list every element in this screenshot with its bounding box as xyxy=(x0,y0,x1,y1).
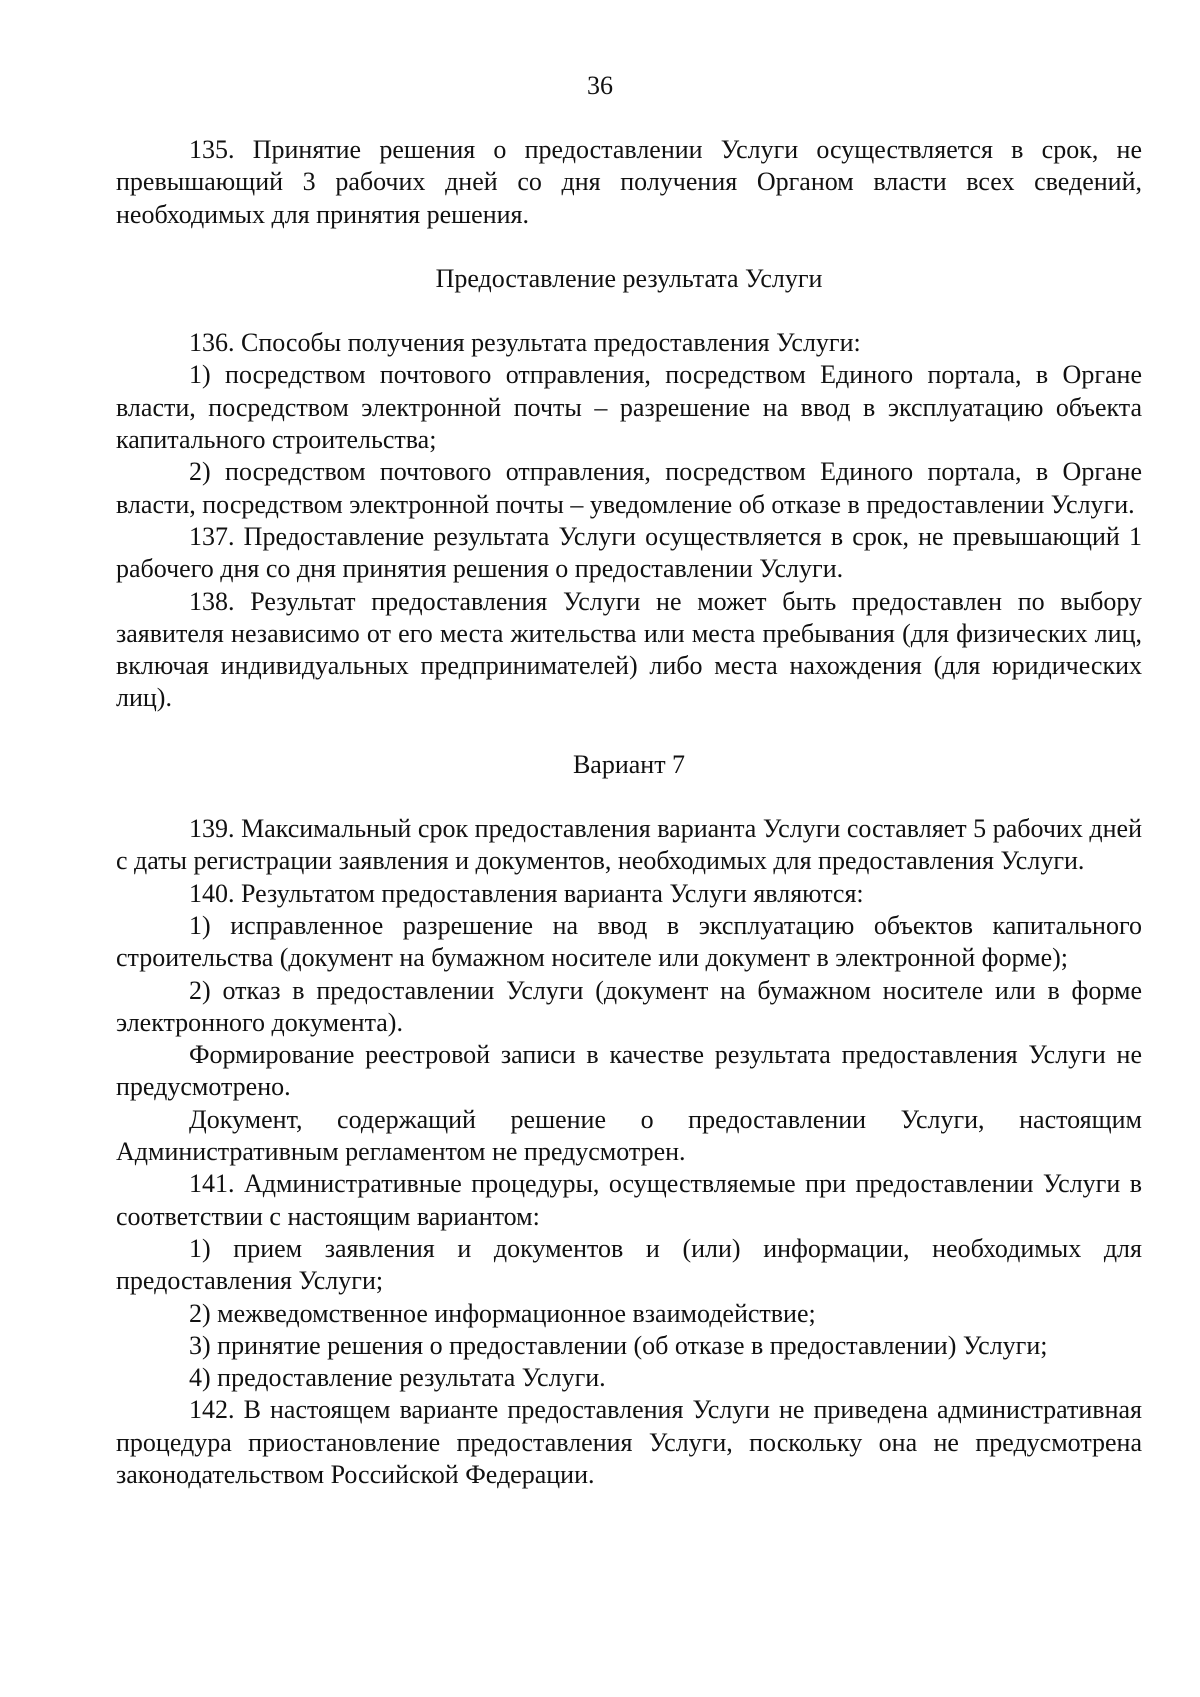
paragraph-136-item-1: 1) посредством почтового отправления, посредством Единого портала, в Органе власти, посредством электронной почты – разрешение на ввод в эксплуатацию объекта капитального строительства; xyxy=(116,360,1142,455)
section-heading-variant-7: Вариант 7 xyxy=(572,749,686,779)
paragraph-136-item-2: 2) посредством почтового отправления, посредством Единого портала, в Органе власти, посредством электронной почты – уведомление об отказе в предоставлении Услуги. xyxy=(116,457,1142,519)
paragraph-141-item-2: 2) межведомственное информационное взаимодействие; xyxy=(189,1298,816,1328)
document-body xyxy=(116,134,1142,1491)
page-number: 36 xyxy=(587,71,613,100)
paragraph-141-item-3: 3) принятие решения о предоставлении (об отказе в предоставлении) Услуги; xyxy=(189,1330,1048,1360)
paragraph-138: 138. Результат предоставления Услуги не может быть предоставлен по выбору заявителя независимо от его места жительства или места пребывания (для физических лиц, включая индивидуальных предпринимателей) либо места нахождения (для юридических лиц). xyxy=(116,586,1142,713)
paragraph-140: 140. Результатом предоставления варианта Услуги являются: xyxy=(189,878,864,908)
paragraph-140-item-2: 2) отказ в предоставлении Услуги (документ на бумажном носителе или в форме электронного документа). xyxy=(116,975,1142,1037)
paragraph-142: 142. В настоящем варианте предоставления Услуги не приведена административная процедура приостановление предоставления Услуги, поскольку она не предусмотрена законодательством Российской Федерации. xyxy=(116,1395,1142,1489)
paragraph-135: 135. Принятие решения о предоставлении Услуги осуществляется в срок, не превышающий 3 рабочих дней со дня получения Органом власти всех сведений, необходимых для принятия решения. xyxy=(116,135,1142,229)
paragraph-decision-document: Документ, содержащий решение о предоставлении Услуги, настоящим Административным регламентом не предусмотрен. xyxy=(116,1104,1142,1167)
section-heading-result: Предоставление результата Услуги xyxy=(435,263,823,293)
paragraph-136: 136. Способы получения результата предоставления Услуги: xyxy=(189,328,861,358)
paragraph-140-item-1: 1) исправленное разрешение на ввод в эксплуатацию объектов капитального строительства (документ на бумажном носителе или документ в электронной форме); xyxy=(116,910,1142,973)
paragraph-141-item-1: 1) прием заявления и документов и (или) информации, необходимых для предоставления Услуги; xyxy=(116,1233,1142,1296)
paragraph-137: 137. Предоставление результата Услуги осуществляется в срок, не превышающий 1 рабочего дня со дня принятия решения о предоставлении Услуги. xyxy=(116,521,1142,584)
paragraph-141-item-4: 4) предоставление результата Услуги. xyxy=(189,1363,606,1393)
paragraph-139: 139. Максимальный срок предоставления варианта Услуги составляет 5 рабочих дней с даты регистрации заявления и документов, необходимых для предоставления Услуги. xyxy=(116,814,1142,876)
paragraph-registry-record: Формирование реестровой записи в качестве результата предоставления Услуги не предусмотрено. xyxy=(116,1040,1142,1102)
paragraph-141: 141. Административные процедуры, осуществляемые при предоставлении Услуги в соответствии с настоящим вариантом: xyxy=(116,1169,1142,1231)
